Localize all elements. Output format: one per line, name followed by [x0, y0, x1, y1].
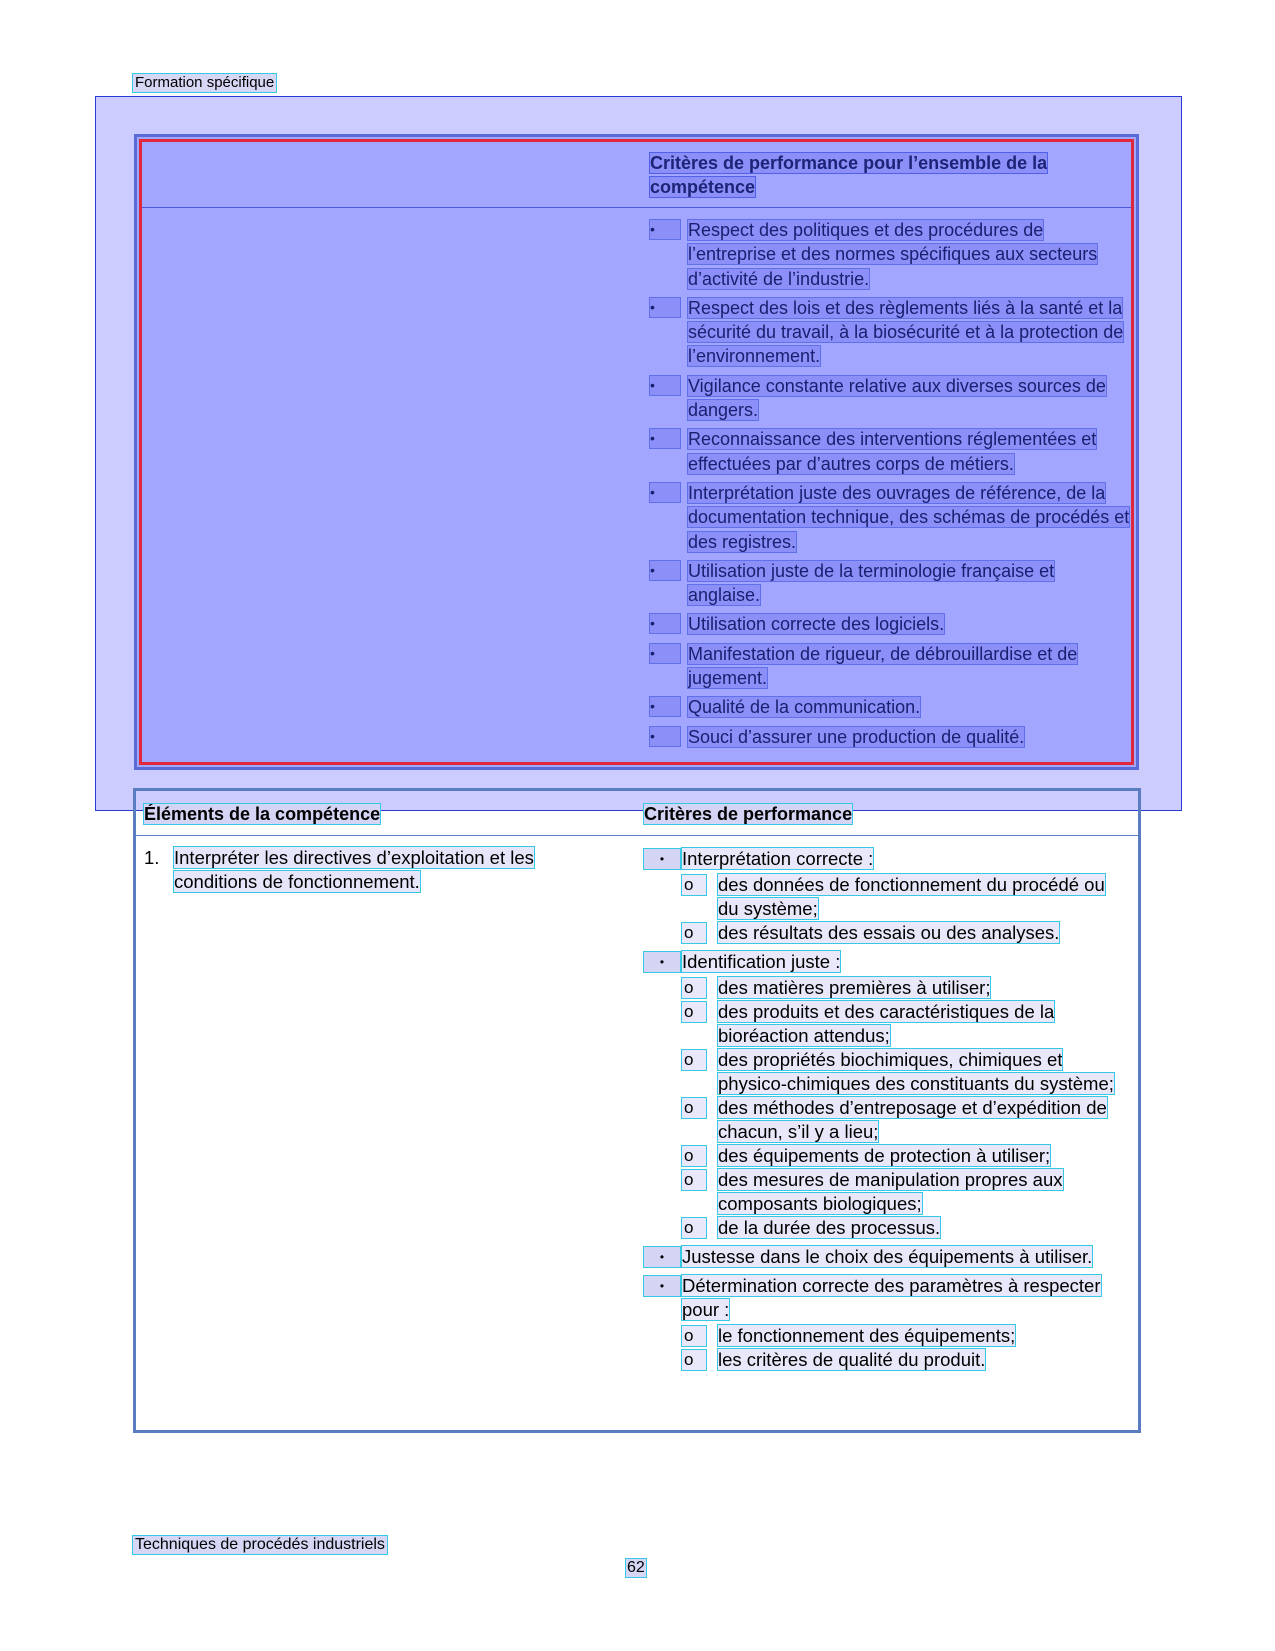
bullet-icon: • [650, 220, 680, 239]
list-item: • Interprétation correcte : o des données de fonctionnement du procédé ou du système; o des résultats des essais ou des analyses. [644, 847, 1124, 945]
sub-bullet-icon: o [682, 1146, 706, 1166]
global-criteria-title: Critères de performance pour l’ensemble de la compétence [650, 153, 1048, 197]
sub-list [682, 976, 1124, 1240]
program-footer: Techniques de procédés industriels [135, 1536, 385, 1553]
running-header: Formation spécifique [135, 74, 275, 91]
bullet-icon: • [650, 614, 680, 633]
bullet-icon: • [650, 298, 680, 317]
bullet-icon: • [644, 1247, 680, 1267]
bullet-icon: • [650, 697, 680, 716]
element-number: 1. [144, 847, 160, 868]
sub-list-item: o des matières premières à utiliser; [684, 977, 991, 998]
bullet-icon: • [650, 376, 680, 395]
sub-list-item: o des propriétés biochimiques, chimiques et physico-chimiques des constituants du système; [684, 1049, 1114, 1094]
sub-list-item: o des produits et des caractéristiques de la bioréaction attendus; [684, 1001, 1055, 1046]
element-text: Interpréter les directives d’exploitation et les conditions de fonctionnement. [174, 847, 534, 892]
sub-list-item: o des mesures de manipulation propres aux composants biologiques; [684, 1169, 1063, 1214]
list-item: • Qualité de la communication. [650, 697, 921, 718]
bullet-icon: • [650, 429, 680, 448]
competence-element [144, 846, 584, 894]
elements-table-header-row [136, 791, 1138, 836]
sub-list-item: o de la durée des processus. [684, 1217, 941, 1238]
sub-list-item: o des équipements de protection à utiliser; [684, 1145, 1051, 1166]
list-item: • Respect des lois et des règlements liés à la santé et la sécurité du travail, à la biosécurité et à la protection de l’environnement. [650, 297, 1124, 367]
list-item: • Détermination correcte des paramètres à respecter pour : o le fonctionnement des équipements; o les critères de qualité du produit. [644, 1274, 1124, 1372]
list-item: • Justesse dans le choix des équipements à utiliser. [644, 1245, 1124, 1269]
list-item: • Utilisation juste de la terminologie française et anglaise. [650, 560, 1055, 606]
list-item: • Respect des politiques et des procédures de l’entreprise et des normes spécifiques aux secteurs d’activité de l’industrie. [650, 220, 1098, 289]
sub-list-item: o des résultats des essais ou des analyses. [684, 922, 1060, 943]
list-item: • Interprétation juste des ouvrages de référence, de la documentation technique, des schémas de procédés et des registres. [650, 482, 1130, 552]
sub-bullet-icon: o [682, 1350, 706, 1370]
bullet-icon: • [644, 849, 680, 869]
sub-list-item: o des données de fonctionnement du procédé ou du système; [684, 874, 1105, 919]
bullet-icon: • [644, 1276, 680, 1296]
list-item: • Manifestation de rigueur, de débrouillardise et de jugement. [650, 643, 1078, 689]
sub-bullet-icon: o [682, 978, 706, 998]
list-item: • Identification juste : o des matières premières à utiliser; o des produits et des caractéristiques de la bioréaction attendus; o des propriétés biochimiques, chimiques et physico-chimiques des constituants du système; o des méthodes d’entreposage et d’expédition de chacun, s’il y a lieu; o des équipements de protection à utiliser; o des mesures de manipulation propres aux composants biologiques; o de la durée des processus. [644, 950, 1124, 1240]
sub-bullet-icon: o [682, 1098, 706, 1118]
elements-criteria-table [133, 788, 1141, 1433]
col-header-elements: Éléments de la compétence [144, 804, 381, 824]
page-number: 62 [627, 1559, 645, 1576]
list-item: • Vigilance constante relative aux diverses sources de dangers. [650, 375, 1106, 421]
bullet-icon: • [650, 483, 680, 502]
col-header-criteria: Critères de performance [644, 804, 853, 824]
bullet-icon: • [650, 644, 680, 663]
sub-bullet-icon: o [682, 875, 706, 895]
sub-bullet-icon: o [682, 1170, 706, 1190]
sub-list-item: o des méthodes d’entreposage et d’expédition de chacun, s’il y a lieu; [684, 1097, 1107, 1142]
sub-bullet-icon: o [682, 923, 706, 943]
bullet-icon: • [650, 561, 680, 580]
list-item: • Reconnaissance des interventions réglementées et effectuées par d’autres corps de métiers. [650, 429, 1097, 474]
sub-bullet-icon: o [682, 1218, 706, 1238]
sub-bullet-icon: o [682, 1326, 706, 1346]
sub-list [682, 873, 1124, 945]
sub-bullet-icon: o [682, 1002, 706, 1022]
sub-bullet-icon: o [682, 1050, 706, 1070]
performance-criteria-list [644, 847, 1124, 1377]
sub-list [682, 1324, 1124, 1372]
global-criteria-list [650, 218, 1130, 754]
global-criteria-table [134, 134, 1139, 770]
sub-list-item: o le fonctionnement des équipements; [684, 1325, 1016, 1346]
list-item: • Utilisation correcte des logiciels. [650, 614, 945, 635]
bullet-icon: • [650, 727, 680, 746]
list-item: • Souci d’assurer une production de qualité. [650, 726, 1025, 747]
bullet-icon: • [644, 952, 680, 972]
global-criteria-cell [139, 139, 1134, 765]
sub-list-item: o les critères de qualité du produit. [684, 1349, 986, 1370]
global-criteria-header-row [142, 142, 1131, 208]
